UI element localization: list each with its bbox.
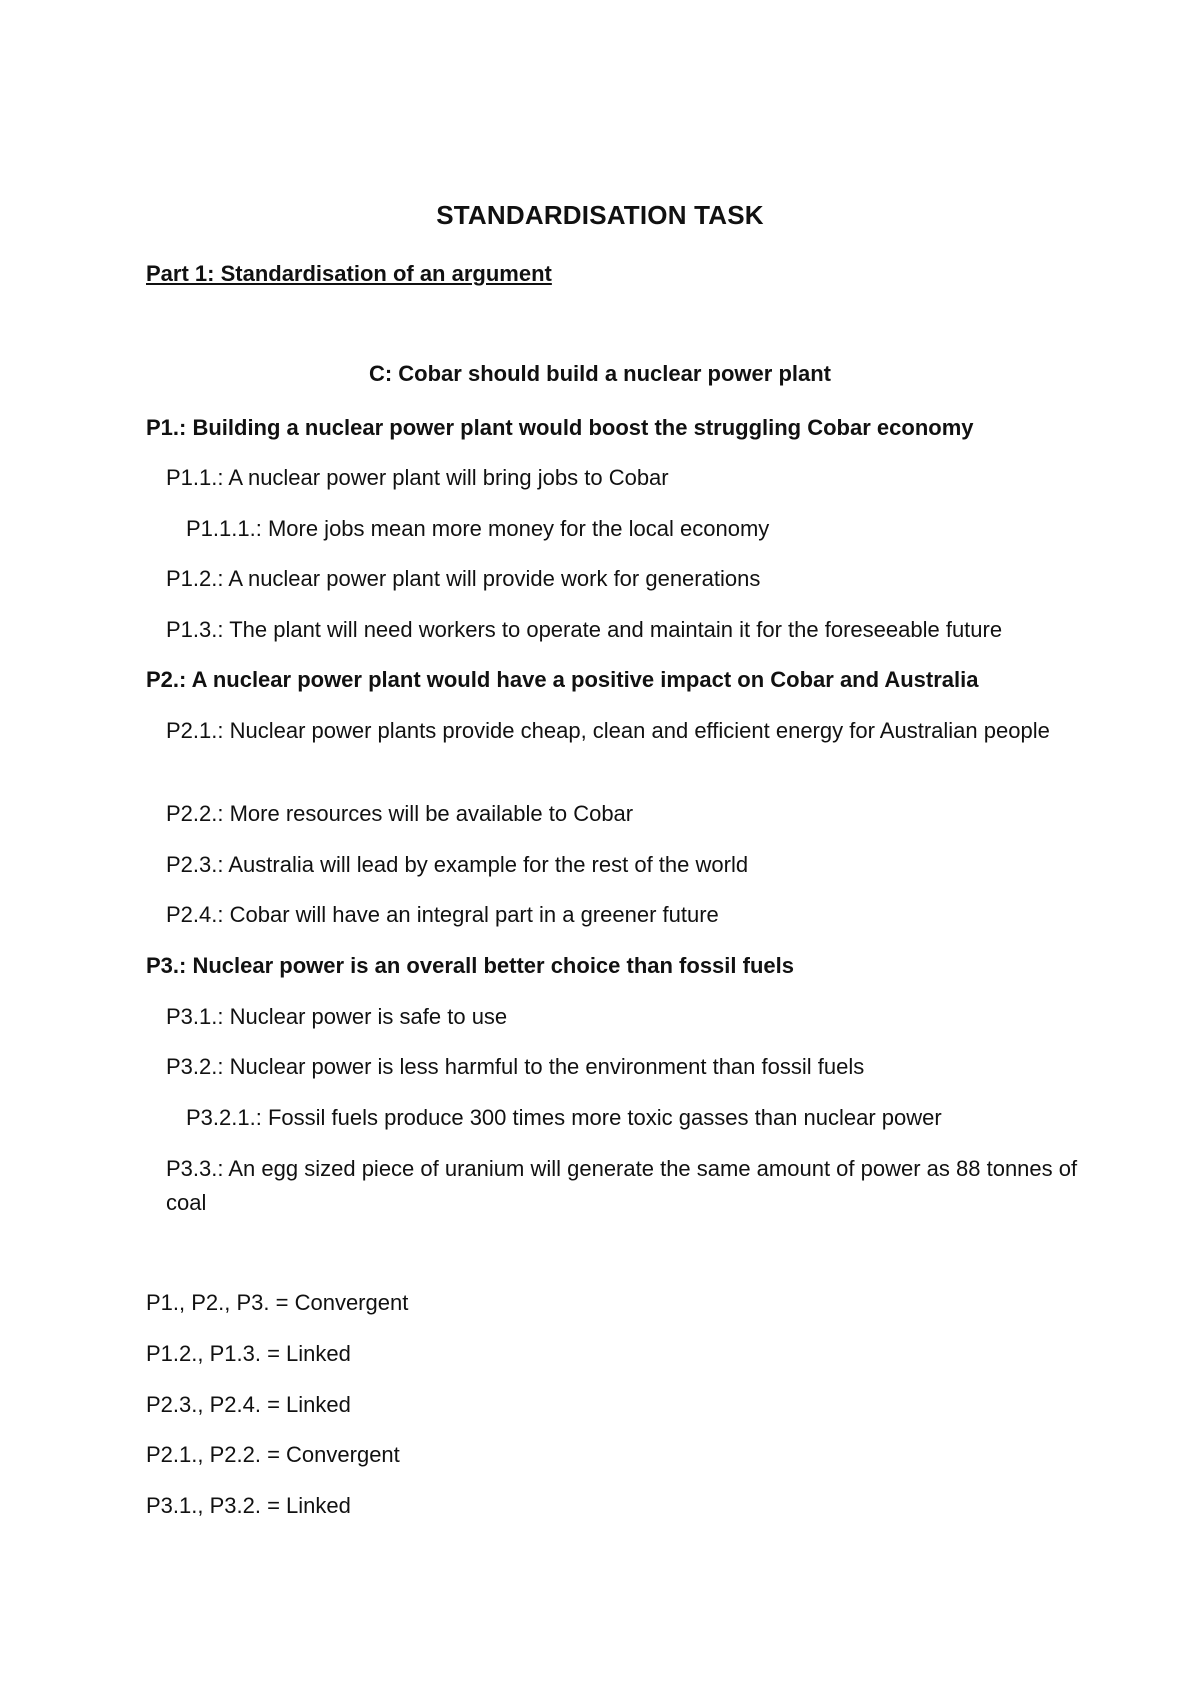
premise-p1-3: P1.3.: The plant will need workers to operate and maintain it for the foreseeable future bbox=[166, 617, 1003, 642]
premise-p3-2-1: P3.2.1.: Fossil fuels produce 300 times more toxic gasses than nuclear power bbox=[186, 1105, 942, 1130]
premise-p2-2: P2.2.: More resources will be available to Cobar bbox=[166, 801, 634, 826]
relation-5: P3.1., P3.2. = Linked bbox=[146, 1493, 351, 1518]
premise-p2-4: P2.4.: Cobar will have an integral part in a greener future bbox=[166, 902, 719, 927]
relation-3: P2.3., P2.4. = Linked bbox=[146, 1392, 351, 1417]
premise-p1-2: P1.2.: A nuclear power plant will provide work for generations bbox=[166, 566, 761, 591]
premise-p1-1-1: P1.1.1.: More jobs mean more money for the local economy bbox=[186, 516, 770, 541]
premise-p1: P1.: Building a nuclear power plant would boost the struggling Cobar economy bbox=[146, 415, 974, 440]
document-title: STANDARDISATION TASK bbox=[436, 200, 764, 230]
premise-p3-2: P3.2.: Nuclear power is less harmful to the environment than fossil fuels bbox=[166, 1054, 865, 1079]
premise-p3-3: P3.3.: An egg sized piece of uranium will generate the same amount of power as 88 tonnes of coal bbox=[166, 1156, 1078, 1215]
premise-p1-1: P1.1.: A nuclear power plant will bring jobs to Cobar bbox=[166, 465, 669, 490]
premise-p3: P3.: Nuclear power is an overall better choice than fossil fuels bbox=[146, 953, 794, 978]
relation-2: P1.2., P1.3. = Linked bbox=[146, 1341, 351, 1366]
premise-p2-1: P2.1.: Nuclear power plants provide cheap, clean and efficient energy for Australian people bbox=[166, 718, 1050, 743]
premise-p2: P2.: A nuclear power plant would have a positive impact on Cobar and Australia bbox=[146, 667, 979, 692]
relation-1: P1., P2., P3. = Convergent bbox=[146, 1290, 409, 1315]
premise-p3-1: P3.1.: Nuclear power is safe to use bbox=[166, 1004, 508, 1029]
conclusion: C: Cobar should build a nuclear power plant bbox=[368, 361, 832, 386]
relation-4: P2.1., P2.2. = Convergent bbox=[146, 1442, 400, 1467]
premise-p2-3: P2.3.: Australia will lead by example for the rest of the world bbox=[166, 852, 749, 877]
part-heading: Part 1: Standardisation of an argument bbox=[146, 261, 552, 286]
